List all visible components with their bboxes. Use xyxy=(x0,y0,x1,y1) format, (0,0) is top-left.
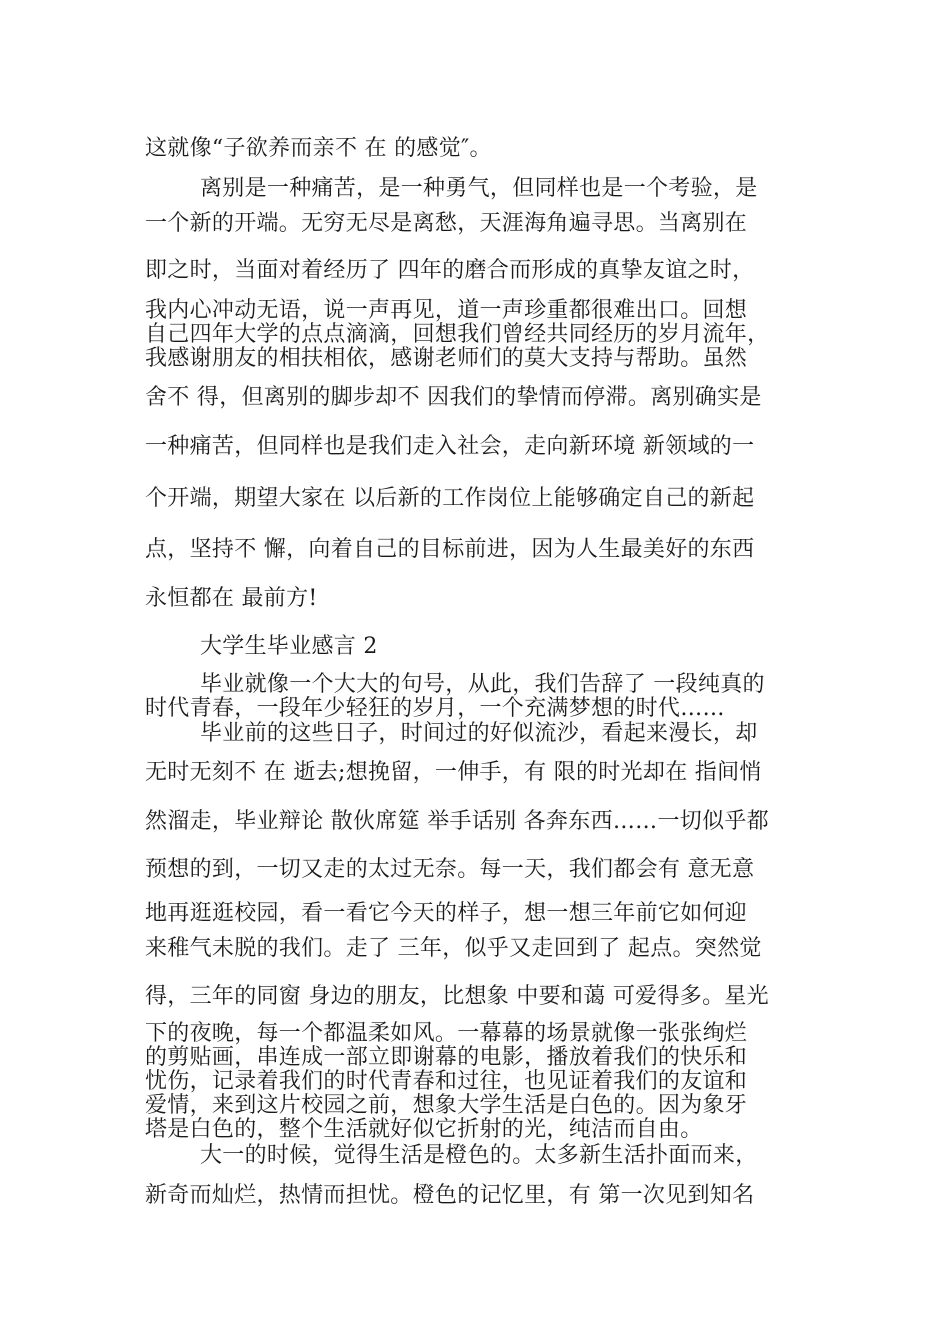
text-line: 大一的时候，觉得生活是橙色的。太多新生活扑面而来， xyxy=(200,1143,758,1168)
text-line: 离别是一种痛苦，是一种勇气，但同样也是一个考验，是 xyxy=(200,176,758,201)
text-line: 永恒都在 最前方! xyxy=(145,586,318,611)
text-line: 即之时，当面对着经历了 四年的磨合而形成的真挚友谊之时， xyxy=(145,258,755,283)
text-line: 这就像“子欲养而亲不 在 的感觉″。 xyxy=(145,136,492,161)
text-line: 点，坚持不 懈，向着自己的目标前进，因为人生最美好的东西 xyxy=(145,537,755,562)
text-line: 新奇而灿烂，热情而担忧。橙色的记忆里，有 第一次见到知名 xyxy=(145,1183,755,1208)
text-line: 的剪贴画，串连成一部立即谢幕的电影，播放着我们的快乐和 xyxy=(145,1045,748,1070)
text-line: 来稚气未脱的我们。走了 三年，似乎又走回到了 起点。突然觉 xyxy=(145,936,762,961)
text-line: 舍不 得，但离别的脚步却不 因我们的挚情而停滞。离别确实是 xyxy=(145,385,762,410)
text-line: 一个新的开端。无穷无尽是离愁，天涯海角遍寻思。当离别在 xyxy=(145,211,748,236)
text-line: 我内心冲动无语，说一声再见，道一声珍重都很难出口。回想 xyxy=(145,298,748,323)
text-line: 爱情，来到这片校园之前，想象大学生活是白色的。因为象牙 xyxy=(145,1093,748,1118)
text-line: 然溜走，毕业辩论 散伙席筵 举手话别 各奔东西……一切似乎都 xyxy=(145,809,769,834)
text-line: 时代青春，一段年少轻狂的岁月，一个充满梦想的时代…… xyxy=(145,696,725,721)
text-line: 得，三年的同窗 身边的朋友，比想象 中要和蔼 可爱得多。星光 xyxy=(145,984,769,1009)
text-line: 自己四年大学的点点滴滴，回想我们曾经共同经历的岁月流年， xyxy=(145,322,770,347)
section-heading: 大学生毕业感言 2 xyxy=(200,634,378,659)
text-line: 地再逛逛校园，看一看它今天的样子，想一想三年前它如何迎 xyxy=(145,901,748,926)
text-line: 毕业前的这些日子，时间过的好似流沙，看起来漫长，却 xyxy=(200,721,758,746)
text-line: 毕业就像一个大大的句号，从此，我们告辞了 一段纯真的 xyxy=(200,672,765,697)
text-line: 个开端，期望大家在 以后新的工作岗位上能够确定自己的新起 xyxy=(145,486,755,511)
text-line: 塔是白色的，整个生活就好似它折射的光，纯洁而自由。 xyxy=(145,1117,703,1142)
text-line: 一种痛苦，但同样也是我们走入社会，走向新环境 新领域的一 xyxy=(145,434,755,459)
text-line: 我感谢朋友的相扶相依，感谢老师们的莫大支持与帮助。虽然 xyxy=(145,346,748,371)
text-line: 预想的到，一切又走的太过无奈。每一天，我们都会有 意无意 xyxy=(145,857,755,882)
text-line: 下的夜晚，每一个都温柔如风。一幕幕的场景就像一张张绚烂 xyxy=(145,1021,748,1046)
text-line: 忧伤，记录着我们的时代青春和过往，也见证着我们的友谊和 xyxy=(145,1069,748,1094)
text-line: 无时无刻不 在 逝去;想挽留，一伸手，有 限的时光却在 指间悄 xyxy=(145,760,762,785)
